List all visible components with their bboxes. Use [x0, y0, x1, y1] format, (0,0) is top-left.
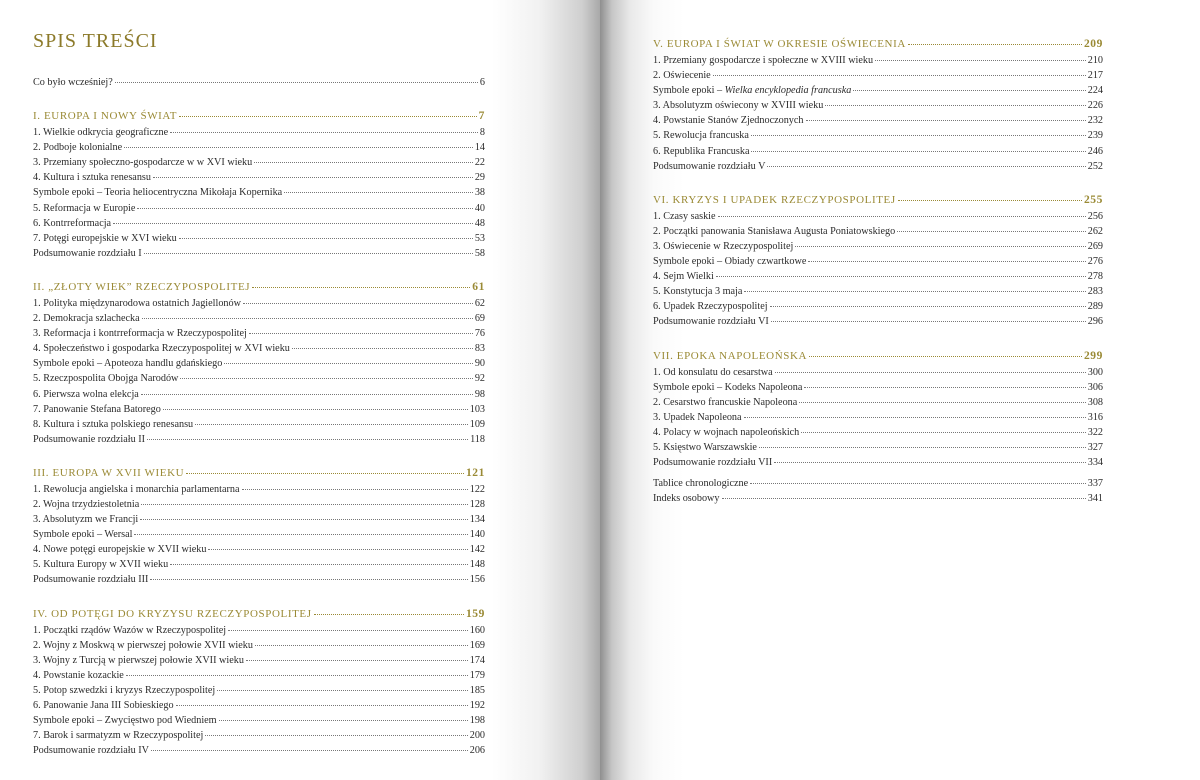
toc-entry: Symbole epoki – Apoteoza handlu gdańskiego 90	[33, 358, 485, 370]
toc-left	[33, 30, 485, 758]
toc-entry: 3. Upadek Napoleona 316	[653, 411, 1103, 423]
toc-entry: Podsumowanie rozdziału V 252	[653, 160, 1103, 172]
toc-entry: Podsumowanie rozdziału II 118	[33, 433, 485, 445]
toc-entry: 5. Konstytucja 3 maja 283	[653, 286, 1103, 298]
toc-entry: 4. Sejm Wielki 278	[653, 271, 1103, 283]
toc-entry: 3. Przemiany społeczno-gospodarcze w w XVI wieku 22	[33, 157, 485, 169]
toc-right	[653, 30, 1103, 506]
toc-entry: 2. Początki panowania Stanisława Augusta Poniatowskiego 262	[653, 225, 1103, 237]
toc-entry: 3. Absolutyzm we Francji 134	[33, 514, 485, 526]
toc-entry: 4. Powstanie Stanów Zjednoczonych 232	[653, 115, 1103, 127]
toc-entry-appendix: Indeks osobowy 341	[653, 493, 1103, 505]
toc-entry: 1. Początki rządów Wazów w Rzeczypospolitej 160	[33, 624, 485, 636]
toc-entry: Podsumowanie rozdziału IV 206	[33, 745, 485, 757]
toc-entry: Symbole epoki – Kodeks Napoleona 306	[653, 381, 1103, 393]
chapter-heading: IV. OD POTĘGI DO KRYZYSU RZECZYPOSPOLITEJ 159	[33, 607, 485, 620]
chapter-heading: V. EUROPA I ŚWIAT W OKRESIE OŚWIECENIA 209	[653, 38, 1103, 50]
toc-entry: 3. Wojny z Turcją w pierwszej połowie XVII wieku 174	[33, 654, 485, 666]
toc-entry: 1. Polityka międzynarodowa ostatnich Jagiellonów 62	[33, 297, 485, 309]
toc-entry: 3. Reformacja i kontrreformacja w Rzeczypospolitej 76	[33, 328, 485, 340]
toc-title: SPIS TREŚCI	[33, 30, 158, 52]
toc-entry: 6. Kontrreformacja 48	[33, 217, 485, 229]
toc-entry: Podsumowanie rozdziału III 156	[33, 574, 485, 586]
toc-entry: 7. Barok i sarmatyzm w Rzeczypospolitej 200	[33, 730, 485, 742]
toc-entry: Podsumowanie rozdziału I 58	[33, 247, 485, 259]
toc-entry: 7. Potęgi europejskie w XVI wieku 53	[33, 232, 485, 244]
toc-entry: 6. Republika Francuska 246	[653, 145, 1103, 157]
toc-entry: 5. Rewolucja francuska 239	[653, 130, 1103, 142]
toc-entry: Symbole epoki – Zwycięstwo pod Wiedniem 198	[33, 715, 485, 727]
toc-entry: Symbole epoki – Wielka encyklopedia francuska 224	[653, 85, 1103, 97]
toc-entry: 1. Przemiany gospodarcze i społeczne w XVIII wieku 210	[653, 55, 1103, 66]
toc-entry: 5. Księstwo Warszawskie 327	[653, 441, 1103, 453]
toc-entry: 4. Nowe potęgi europejskie w XVII wieku 142	[33, 544, 485, 556]
toc-entry: 2. Podboje kolonialne 14	[33, 142, 485, 154]
toc-entry: 2. Wojny z Moskwą w pierwszej połowie XVII wieku 169	[33, 639, 485, 651]
toc-entry: 8. Kultura i sztuka polskiego renesansu 109	[33, 418, 485, 430]
toc-entry: 2. Cesarstwo francuskie Napoleona 308	[653, 396, 1103, 408]
chapter-heading: VII. EPOKA NAPOLEOŃSKA 299	[653, 349, 1103, 362]
toc-entry: Symbole epoki – Teoria heliocentryczna Mikołaja Kopernika 38	[33, 187, 485, 199]
toc-entry: 3. Oświecenie w Rzeczypospolitej 269	[653, 240, 1103, 252]
chapter-heading: III. EUROPA W XVII WIEKU 121	[33, 466, 485, 479]
toc-entry: Podsumowanie rozdziału VII 334	[653, 457, 1103, 469]
toc-entry: 5. Kultura Europy w XVII wieku 148	[33, 559, 485, 571]
toc-entry: 1. Wielkie odkrycia geograficzne 8	[33, 127, 485, 139]
chapter-heading: II. „ZŁOTY WIEK” RZECZYPOSPOLITEJ 61	[33, 280, 485, 293]
toc-entry: 4. Społeczeństwo i gospodarka Rzeczypospolitej w XVI wieku 83	[33, 343, 485, 355]
chapter-heading: I. EUROPA I NOWY ŚWIAT 7	[33, 110, 485, 123]
toc-entry: 6. Upadek Rzeczypospolitej 289	[653, 301, 1103, 313]
left-chapters	[33, 90, 485, 758]
toc-entry: 5. Potop szwedzki i kryzys Rzeczypospolitej 185	[33, 684, 485, 696]
toc-entry: 1. Czasy saskie 256	[653, 210, 1103, 222]
chapter-heading: VI. KRYZYS I UPADEK RZECZYPOSPOLITEJ 255	[653, 193, 1103, 206]
toc-entry: 4. Kultura i sztuka renesansu 29	[33, 172, 485, 184]
toc-entry: 5. Rzeczpospolita Obojga Narodów 92	[33, 373, 485, 385]
toc-entry-intro: Co było wcześniej? 6	[33, 77, 485, 88]
toc-entry: 2. Demokracja szlachecka 69	[33, 313, 485, 325]
toc-entry: 1. Od konsulatu do cesarstwa 300	[653, 366, 1103, 378]
toc-entry: Symbole epoki – Obiady czwartkowe 276	[653, 256, 1103, 268]
toc-entry: 5. Reformacja w Europie 40	[33, 202, 485, 214]
toc-entry: 2. Oświecenie 217	[653, 70, 1103, 82]
toc-entry: 4. Powstanie kozackie 179	[33, 669, 485, 681]
toc-entry: 6. Panowanie Jana III Sobieskiego 192	[33, 700, 485, 711]
appendix	[653, 476, 1103, 506]
toc-entry-appendix: Tablice chronologiczne 337	[653, 478, 1103, 490]
toc-entry: 4. Polacy w wojnach napoleońskich 322	[653, 426, 1103, 438]
toc-entry: 6. Pierwsza wolna elekcja 98	[33, 388, 485, 400]
toc-entry: 1. Rewolucja angielska i monarchia parlamentarna 122	[33, 483, 485, 495]
right-page	[600, 0, 1200, 780]
toc-entry: 3. Absolutyzm oświecony w XVIII wieku 226	[653, 100, 1103, 112]
toc-entry: 7. Panowanie Stefana Batorego 103	[33, 403, 485, 415]
right-chapters	[653, 36, 1103, 470]
toc-entry: 2. Wojna trzydziestoletnia 128	[33, 498, 485, 510]
toc-entry: Symbole epoki – Wersal 140	[33, 529, 485, 541]
toc-entry: Podsumowanie rozdziału VI 296	[653, 316, 1103, 328]
